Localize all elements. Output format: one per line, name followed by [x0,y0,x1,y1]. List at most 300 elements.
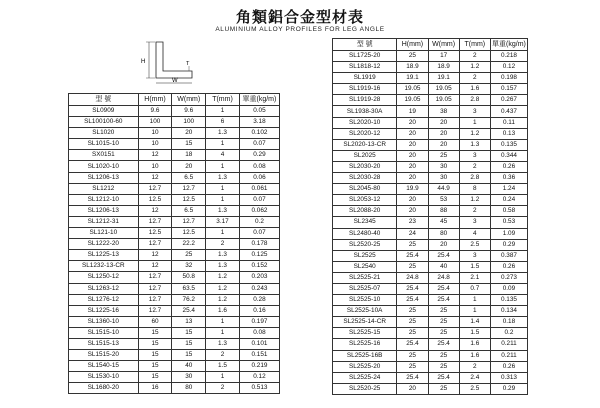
cell-model: SL2025 [333,150,397,161]
cell-t: 1.2 [206,283,240,294]
table-row [69,128,280,139]
cell-w: 20 [428,128,459,139]
header-model: 型 號 [333,39,397,51]
table-row [69,117,280,128]
table-row [69,161,280,172]
cell-h: 12.7 [138,305,172,316]
cell-model: SL1938-30A [333,106,397,117]
cell-model: SL1919-16 [333,84,397,95]
cell-t: 1.2 [459,195,490,206]
cell-t: 2 [459,206,490,217]
cell-t: 1 [206,183,240,194]
cell-model: SL1225-16 [69,305,139,316]
cell-weight: 0.13 [490,128,527,139]
cell-model: SL1515-20 [69,350,139,361]
cell-h: 15 [138,338,172,349]
table-row [69,261,280,272]
cell-t: 1 [459,295,490,306]
cell-w: 50.8 [172,272,206,283]
cell-w: 30 [428,161,459,172]
table-row [333,184,528,195]
cell-w: 17 [428,51,459,62]
cell-weight: 0.273 [490,272,527,283]
cell-w: 45 [428,217,459,228]
cell-model: SL2020-12 [333,128,397,139]
cell-model: SL2520-25 [333,383,397,394]
table-row [333,350,528,361]
cell-t: 1 [206,228,240,239]
cell-weight: 1.09 [490,228,527,239]
cell-weight: 0.2 [490,328,527,339]
cell-weight: 0.151 [239,350,279,361]
cell-weight: 0.08 [239,327,279,338]
cell-weight: 0.16 [239,305,279,316]
table-row [333,317,528,328]
cell-h: 19.05 [397,84,428,95]
cell-weight: 0.05 [239,106,279,117]
cell-w: 25 [428,361,459,372]
cell-weight: 0.135 [490,139,527,150]
cell-model: SL100100-60 [69,117,139,128]
cell-weight: 0.08 [239,161,279,172]
cell-weight: 0.061 [239,183,279,194]
cell-h: 25 [397,350,428,361]
cell-weight: 0.07 [239,139,279,150]
cell-w: 25.4 [172,305,206,316]
cell-weight: 0.211 [490,350,527,361]
cell-t: 1.3 [206,338,240,349]
cell-t: 2.8 [459,173,490,184]
cell-t: 1.3 [206,128,240,139]
cell-w: 13 [172,316,206,327]
cell-w: 20 [172,161,206,172]
cell-w: 20 [172,128,206,139]
cell-w: 18 [172,150,206,161]
cell-model: SL1263-12 [69,283,139,294]
cell-weight: 0.101 [239,338,279,349]
cell-model: SL1212 [69,183,139,194]
table-row [333,150,528,161]
cell-w: 12.7 [172,183,206,194]
cell-weight: 1.24 [490,184,527,195]
table-row [69,183,280,194]
cell-h: 16 [138,383,172,394]
cell-h: 19.05 [397,95,428,106]
header-weight: 單重(kg/m) [239,94,279,106]
table-row [333,295,528,306]
angle-profile-shape [156,42,192,78]
cell-weight: 0.513 [239,383,279,394]
cell-w: 25.4 [428,283,459,294]
cell-model: SL2525-20 [333,361,397,372]
cell-model: SL2020-13-CR [333,139,397,150]
table-row [69,361,280,372]
cell-w: 25 [172,250,206,261]
cell-h: 19.9 [397,184,428,195]
cell-w: 32 [172,261,206,272]
cell-weight: 0.26 [490,161,527,172]
cell-t: 3 [459,106,490,117]
header-w: W(mm) [172,94,206,106]
table-row [333,173,528,184]
cell-w: 20 [428,239,459,250]
cell-model: SL121-10 [69,228,139,239]
table-row [333,239,528,250]
table-row [333,117,528,128]
cell-w: 44.9 [428,184,459,195]
cell-weight: 0.18 [490,317,527,328]
cell-h: 12.7 [138,294,172,305]
cell-model: SL1250-12 [69,272,139,283]
cell-model: SL2525-15 [333,328,397,339]
cell-t: 1.3 [206,172,240,183]
cell-t: 2 [206,383,240,394]
table-row [69,305,280,316]
cell-t: 1 [459,117,490,128]
cell-h: 10 [138,128,172,139]
cell-h: 25.4 [397,283,428,294]
cell-model: SL1225-13 [69,250,139,261]
cell-h: 12 [138,205,172,216]
leg-angle-diagram [134,38,200,86]
cell-h: 20 [397,161,428,172]
table-row [333,217,528,228]
cell-model: SL2525-10 [333,295,397,306]
cell-t: 2.4 [459,372,490,383]
cell-weight: 0.062 [239,205,279,216]
cell-t: 1.2 [459,128,490,139]
table-row [333,306,528,317]
cell-weight: 0.07 [239,194,279,205]
cell-t: 2.5 [459,239,490,250]
header-t: T(mm) [459,39,490,51]
table-row [333,283,528,294]
cell-h: 15 [138,372,172,383]
cell-h: 25 [397,51,428,62]
cell-weight: 0.58 [490,206,527,217]
cell-w: 40 [428,261,459,272]
cell-t: 1.6 [459,339,490,350]
cell-model: SL2525 [333,250,397,261]
cell-model: SX0151 [69,150,139,161]
cell-weight: 0.28 [239,294,279,305]
table-header-row [69,94,280,106]
header-h: H(mm) [138,94,172,106]
cell-h: 15 [138,361,172,372]
cell-model: SL1680-20 [69,383,139,394]
cell-w: 20 [428,117,459,128]
table-row [69,338,280,349]
cell-weight: 3.18 [239,117,279,128]
cell-model: SL2088-20 [333,206,397,217]
cell-weight: 0.135 [490,295,527,306]
cell-t: 1.5 [206,361,240,372]
cell-t: 1 [206,139,240,150]
cell-t: 1 [206,372,240,383]
cell-h: 25 [397,328,428,339]
cell-h: 24 [397,228,428,239]
cell-weight: 0.134 [490,306,527,317]
cell-w: 76.2 [172,294,206,305]
cell-h: 20 [397,128,428,139]
cell-t: 1.6 [459,350,490,361]
cell-t: 1.3 [206,261,240,272]
cell-weight: 0.267 [490,95,527,106]
table-row [333,128,528,139]
cell-t: 1.5 [459,261,490,272]
table-row [69,150,280,161]
cell-t: 3.17 [206,216,240,227]
table-row [333,250,528,261]
cell-weight: 0.437 [490,106,527,117]
cell-w: 25.4 [428,295,459,306]
cell-weight: 0.12 [239,372,279,383]
cell-weight: 0.36 [490,173,527,184]
cell-h: 12.7 [138,239,172,250]
cell-model: SL1212-10 [69,194,139,205]
cell-model: SL1919-28 [333,95,397,106]
table-row [333,106,528,117]
cell-w: 25 [428,350,459,361]
table-row [333,328,528,339]
cell-w: 25.4 [428,339,459,350]
cell-weight: 0.125 [239,250,279,261]
cell-h: 18.9 [397,62,428,73]
cell-model: SL0909 [69,106,139,117]
t-label: T [186,61,190,67]
cell-w: 25 [428,383,459,394]
cell-model: SL2520-25 [333,239,397,250]
cell-weight: 0.203 [239,272,279,283]
table-row [333,228,528,239]
cell-weight: 0.29 [239,150,279,161]
cell-h: 25.4 [397,250,428,261]
cell-w: 25 [428,317,459,328]
cell-weight: 0.29 [490,383,527,394]
cell-model: SL1360-10 [69,316,139,327]
cell-w: 25 [428,150,459,161]
cell-h: 12 [138,250,172,261]
table-row [333,161,528,172]
cell-weight: 0.07 [239,228,279,239]
table-row [69,194,280,205]
header-w: W(mm) [428,39,459,51]
cell-weight: 0.11 [490,117,527,128]
table-row [333,62,528,73]
table-row [69,283,280,294]
h-label: H [141,59,146,65]
cell-model: SL2540 [333,261,397,272]
cell-w: 18.9 [428,62,459,73]
cell-model: SL1818-12 [333,62,397,73]
cell-model: SL2525-21 [333,272,397,283]
cell-w: 22.2 [172,239,206,250]
header-weight: 單重(kg/m) [490,39,527,51]
cell-t: 1.3 [206,205,240,216]
cell-w: 20 [428,139,459,150]
cell-weight: 0.53 [490,217,527,228]
cell-model: SL1020-10 [69,161,139,172]
table-row [333,272,528,283]
cell-t: 3 [459,250,490,261]
table-header-row [333,39,528,51]
cell-weight: 0.197 [239,316,279,327]
cell-weight: 0.198 [490,73,527,84]
cell-t: 1 [206,316,240,327]
cell-w: 15 [172,139,206,150]
cell-w: 53 [428,195,459,206]
cell-model: SL2030-28 [333,173,397,184]
cell-h: 10 [138,161,172,172]
cell-h: 20 [397,383,428,394]
cell-w: 30 [172,372,206,383]
page-title: 角類鋁合金型材表 [235,8,364,26]
cell-w: 19.05 [428,84,459,95]
table-row [69,228,280,239]
cell-t: 2 [206,239,240,250]
cell-t: 2 [459,161,490,172]
cell-t: 1.2 [206,272,240,283]
cell-weight: 0.387 [490,250,527,261]
cell-h: 20 [397,195,428,206]
cell-h: 25.4 [397,372,428,383]
cell-model: SL2030-20 [333,161,397,172]
table-row [69,294,280,305]
cell-t: 1 [206,327,240,338]
cell-h: 12.5 [138,194,172,205]
cell-weight: 0.211 [490,339,527,350]
table-row [333,339,528,350]
cell-model: SL1020 [69,128,139,139]
w-label: W [172,78,178,84]
table-row [69,139,280,150]
cell-h: 25 [397,239,428,250]
cell-h: 25 [397,361,428,372]
cell-t: 4 [206,150,240,161]
cell-weight: 0.24 [490,195,527,206]
cell-model: SL2525-14-CR [333,317,397,328]
table-row [333,139,528,150]
table-row [333,372,528,383]
table-row [69,216,280,227]
cell-h: 25 [397,306,428,317]
cell-h: 15 [138,327,172,338]
cell-h: 12 [138,150,172,161]
cell-w: 24.8 [428,272,459,283]
cell-w: 6.5 [172,205,206,216]
cell-h: 25 [397,261,428,272]
cell-t: 2 [459,361,490,372]
cell-model: SL2345 [333,217,397,228]
cell-weight: 0.152 [239,261,279,272]
cell-model: SL1540-15 [69,361,139,372]
cell-t: 1.4 [459,317,490,328]
table-row [333,95,528,106]
cell-model: SL1515-10 [69,327,139,338]
cell-model: SL2045-80 [333,184,397,195]
cell-model: SL1232-13-CR [69,261,139,272]
cell-w: 19.05 [428,95,459,106]
cell-h: 20 [397,173,428,184]
cell-w: 100 [172,117,206,128]
cell-h: 12.7 [138,183,172,194]
cell-h: 19.1 [397,73,428,84]
table-row [69,316,280,327]
cell-h: 12.5 [138,228,172,239]
cell-h: 12.7 [138,216,172,227]
cell-t: 1.6 [206,305,240,316]
cell-model: SL1919 [333,73,397,84]
cell-t: 1.3 [206,250,240,261]
header-h: H(mm) [397,39,428,51]
cell-h: 25.4 [397,339,428,350]
cell-t: 2 [459,51,490,62]
cell-t: 1.3 [459,139,490,150]
cell-weight: 0.344 [490,150,527,161]
cell-h: 20 [397,139,428,150]
cell-weight: 0.12 [490,62,527,73]
cell-w: 12.5 [172,194,206,205]
cell-model: SL2525-16B [333,350,397,361]
cell-t: 2.8 [459,95,490,106]
cell-w: 88 [428,206,459,217]
cell-model: SL2480-40 [333,228,397,239]
table-row [69,250,280,261]
cell-h: 12.7 [138,283,172,294]
cell-w: 15 [172,338,206,349]
cell-t: 1.2 [459,62,490,73]
cell-w: 9.6 [172,106,206,117]
profile-table-left [68,93,280,394]
cell-model: SL2525-07 [333,283,397,294]
cell-t: 2.5 [459,383,490,394]
cell-model: SL1212-31 [69,216,139,227]
cell-model: SL1222-20 [69,239,139,250]
cell-weight: 0.09 [490,283,527,294]
cell-model: SL2525-24 [333,372,397,383]
profile-table-right [332,38,528,395]
table-row [333,73,528,84]
cell-t: 1.2 [206,294,240,305]
cell-w: 6.5 [172,172,206,183]
cell-t: 6 [206,117,240,128]
table-row [333,206,528,217]
cell-weight: 0.102 [239,128,279,139]
cell-t: 3 [459,217,490,228]
cell-t: 1 [206,106,240,117]
table-row [69,172,280,183]
cell-w: 25.4 [428,250,459,261]
cell-w: 25 [428,328,459,339]
cell-h: 12 [138,172,172,183]
cell-weight: 0.218 [490,51,527,62]
cell-model: SL2525-16 [333,339,397,350]
cell-t: 0.7 [459,283,490,294]
table-row [69,106,280,117]
header-t: T(mm) [206,94,240,106]
cell-w: 12.7 [172,216,206,227]
cell-h: 23 [397,217,428,228]
cell-weight: 0.243 [239,283,279,294]
table-row [333,51,528,62]
cell-weight: 0.219 [239,361,279,372]
table-row [69,239,280,250]
table-row [333,84,528,95]
table-row [69,205,280,216]
cell-model: SL1206-13 [69,172,139,183]
cell-t: 3 [459,150,490,161]
cell-t: 1 [459,306,490,317]
